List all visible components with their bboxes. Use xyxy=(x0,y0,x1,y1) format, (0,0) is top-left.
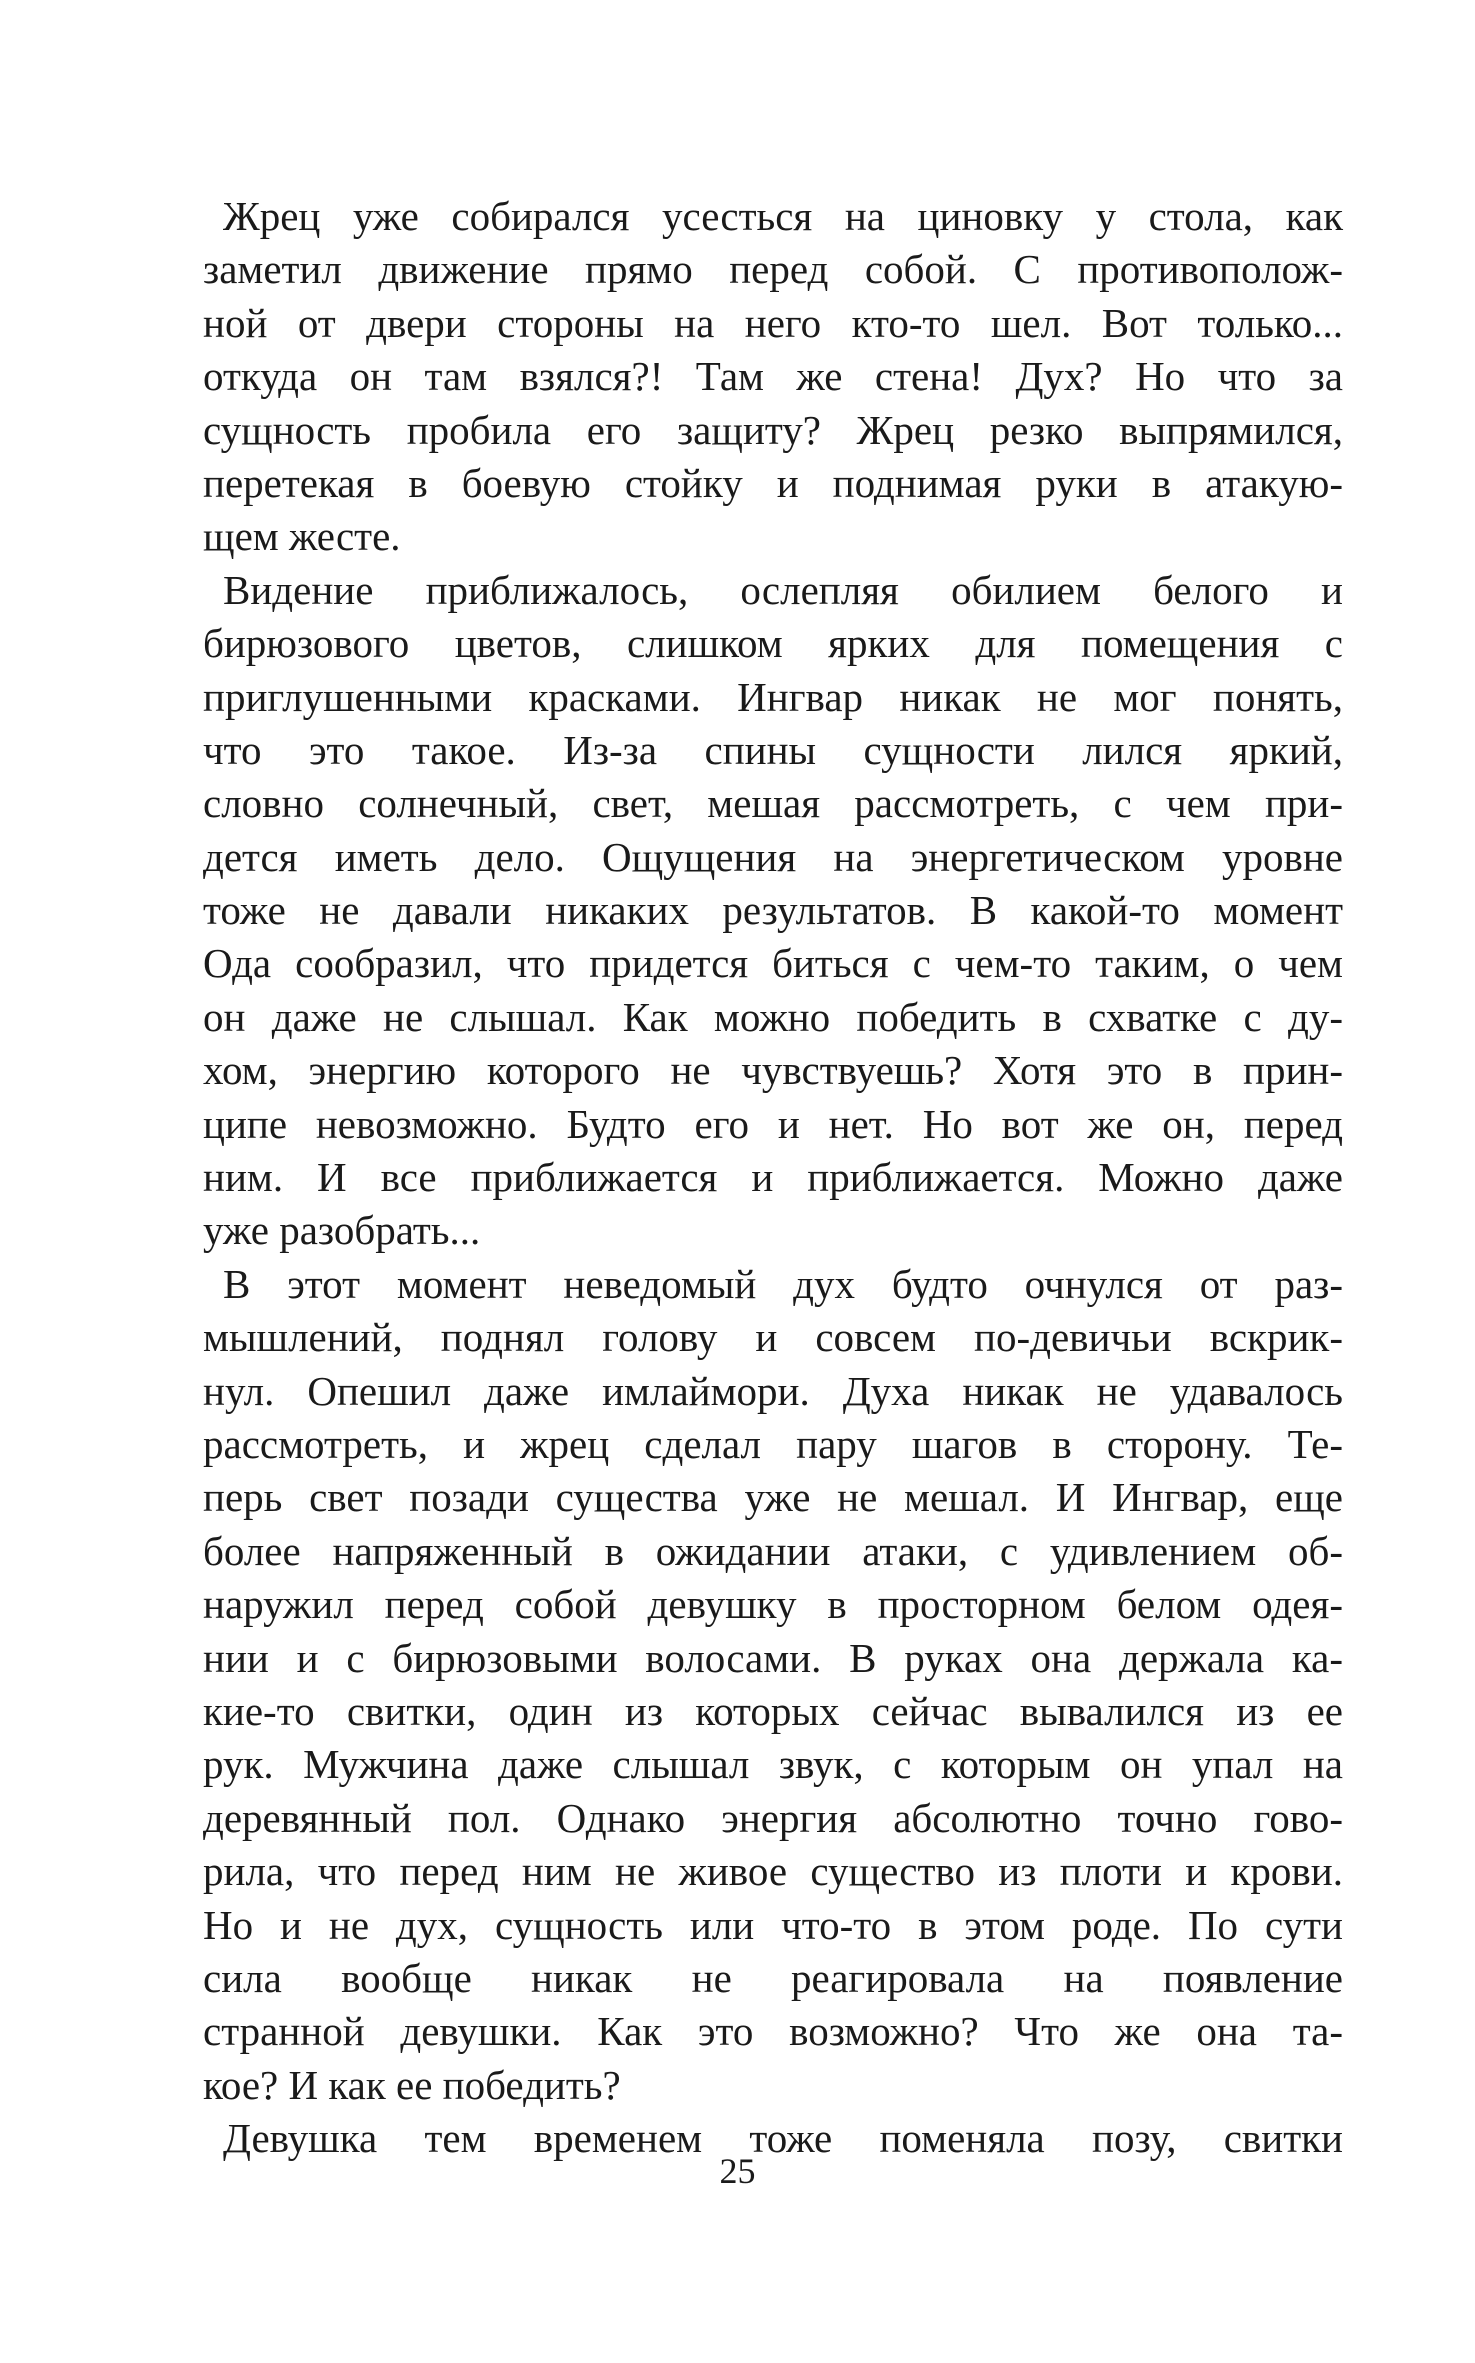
text-line: тоже не давали никаких результатов. В какой-то момент xyxy=(203,887,1343,934)
text-line: он даже не слышал. Как можно победить в схватке с ду- xyxy=(203,993,1343,1040)
text-line: Ода сообразил, что придется биться с чем-то таким, о чем xyxy=(203,940,1343,987)
text-line: рук. Мужчина даже слышал звук, с которым он упал на xyxy=(203,1741,1343,1788)
text-line: нул. Опешил даже имлаймори. Духа никак не удавалось xyxy=(203,1367,1343,1414)
text-line: сила вообще никак не реагировала на появление xyxy=(203,1954,1343,2001)
text-line: ним. И все приближается и приближается. Можно даже xyxy=(203,1154,1343,1201)
text-line: кое? И как ее победить? xyxy=(203,2061,621,2108)
text-line: Девушка тем временем тоже поменяла позу, свитки xyxy=(223,2115,1343,2162)
text-line: хом, энергию которого не чувствуешь? Хотя это в прин- xyxy=(203,1047,1343,1094)
body-text xyxy=(203,190,1343,2165)
text-line: что это такое. Из-за спины сущности лился яркий, xyxy=(203,726,1343,773)
text-line: дется иметь дело. Ощущения на энергетическом уровне xyxy=(203,833,1343,880)
paragraph xyxy=(203,1258,1343,2112)
page-number: 25 xyxy=(719,2151,756,2191)
text-line: рассмотреть, и жрец сделал пару шагов в сторону. Те- xyxy=(203,1420,1343,1467)
text-line: нии и с бирюзовыми волосами. В руках она держала ка- xyxy=(203,1634,1343,1681)
text-line: сущность пробила его защиту? Жрец резко выпрямился, xyxy=(203,406,1343,453)
text-line: перь свет позади существа уже не мешал. И Ингвар, еще xyxy=(203,1474,1343,1521)
text-line: ной от двери стороны на него кто-то шел. Вот только... xyxy=(203,299,1343,346)
text-line: заметил движение прямо перед собой. С противополож- xyxy=(203,246,1343,293)
text-line: мышлений, поднял голову и совсем по-девичьи вскрик- xyxy=(203,1314,1343,1361)
text-line: странной девушки. Как это возможно? Что же она та- xyxy=(203,2008,1343,2055)
text-line: Жрец уже собирался усесться на циновку у стола, как xyxy=(223,193,1343,239)
text-line: бирюзового цветов, слишком ярких для помещения с xyxy=(203,620,1343,667)
text-line: наружил перед собой девушку в просторном белом одея- xyxy=(203,1581,1343,1628)
text-line: ципе невозможно. Будто его и нет. Но вот же он, перед xyxy=(203,1100,1343,1147)
text-line: словно солнечный, свет, мешая рассмотреть, с чем при- xyxy=(203,780,1343,827)
text-line: перетекая в боевую стойку и поднимая руки в атакую- xyxy=(203,459,1343,506)
text-line: кие-то свитки, один из которых сейчас вывалился из ее xyxy=(203,1687,1343,1734)
paragraph xyxy=(203,564,1343,1258)
text-line: более напряженный в ожидании атаки, с удивлением об- xyxy=(203,1527,1343,1574)
text-line: откуда он там взялся?! Там же стена! Дух? Но что за xyxy=(203,353,1343,400)
text-line: деревянный пол. Однако энергия абсолютно точно гово- xyxy=(203,1794,1343,1841)
text-line: рила, что перед ним не живое существо из плоти и крови. xyxy=(203,1848,1343,1895)
text-line: В этот момент неведомый дух будто очнулся от раз- xyxy=(223,1260,1343,1307)
text-line: приглушенными красками. Ингвар никак не мог понять, xyxy=(203,673,1343,720)
text-line: уже разобрать... xyxy=(203,1207,481,1254)
text-line: Но и не дух, сущность или что-то в этом роде. По сути xyxy=(203,1901,1343,1948)
text-line: щем жесте. xyxy=(203,513,401,560)
paragraph xyxy=(203,190,1343,564)
text-line: Видение приближалось, ослепляя обилием белого и xyxy=(223,566,1343,613)
